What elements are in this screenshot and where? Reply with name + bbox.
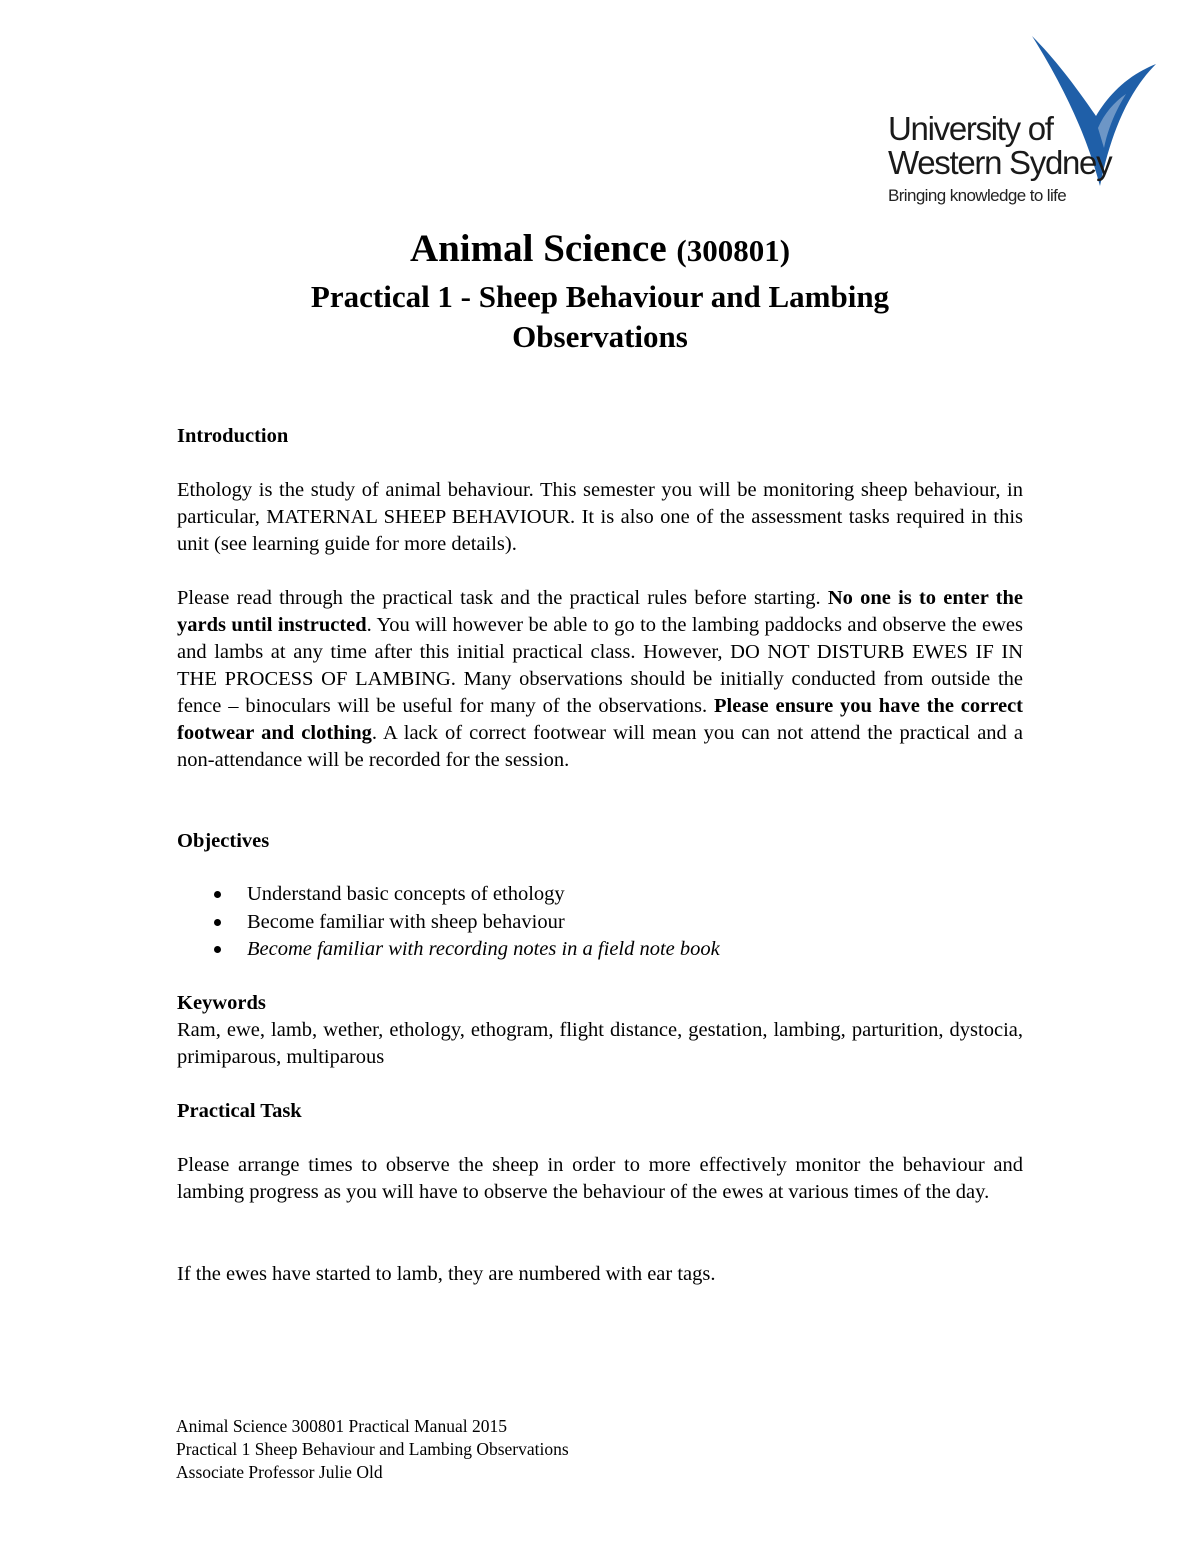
list-item [177, 881, 1023, 909]
logo-line-2: Western Sydney [888, 144, 1112, 181]
practical-task-paragraph-2: If the ewes have started to lamb, they are numbered with ear tags. [177, 1263, 716, 1285]
practical-task-heading: Practical Task [177, 1100, 302, 1122]
bullet-icon [214, 919, 221, 926]
intro-p2-warning-yards: No one is to enter the yards until instructed [177, 587, 1023, 636]
intro-p2-warning-footwear: Please ensure you have the correct footwear and clothing [177, 695, 1024, 744]
page-title [0, 228, 1200, 357]
introduction-paragraph-1: Ethology is the study of animal behaviour. This semester you will be monitoring sheep behaviour, in particular, MATERNAL SHEEP BEHAVIOUR. It is also one of the assessment tasks required in this unit (see learning guide for more details). [177, 479, 1023, 555]
logo-line-1: University of [888, 110, 1053, 147]
list-item [177, 909, 1023, 937]
title-line-2: Practical 1 - Sheep Behaviour and Lambing [310, 279, 890, 314]
keywords-text: Ram, ewe, lamb, wether, ethology, ethogram, flight distance, gestation, lambing, parturition, dystocia, primiparous, multiparous [177, 1019, 1023, 1068]
practical-task-paragraph-1: Please arrange times to observe the sheep in order to more effectively monitor the behaviour and lambing progress as you will have to observe the behaviour of the ewes at various times of the day. [177, 1154, 1023, 1203]
footer-line-2: Practical 1 Sheep Behaviour and Lambing Observations [176, 1439, 569, 1459]
intro-p2-part-e: . A lack of correct footwear will mean you can not attend the practical and a non-attendance will be recorded for the session. [177, 722, 1024, 771]
bullet-icon [214, 946, 221, 953]
logo-tagline: Bringing knowledge to life [888, 186, 1067, 205]
title-line-3: Observations [512, 319, 688, 354]
list-item-text: Become familiar with sheep behaviour [247, 910, 565, 933]
objectives-list [177, 881, 1023, 964]
introduction-heading: Introduction [177, 425, 289, 447]
page-footer [176, 1415, 569, 1484]
university-logo [888, 112, 1158, 206]
introduction-paragraph-2 [177, 585, 1023, 774]
intro-p2-part-c: . You will however be able to go to the lambing paddocks and observe the ewes and lambs at any time after this initial practical class. However, DO NOT DISTURB EWES IF IN THE PROCESS OF LAMBING. Many observations should be initially conducted from outside the fence – binoculars will be useful for many of the observations. [177, 614, 1023, 717]
footer-line-1: Animal Science 300801 Practical Manual 2015 [176, 1416, 507, 1436]
title-main: Animal Science [409, 227, 667, 270]
intro-p2-part-a: Please read through the practical task and the practical rules before starting. [177, 587, 821, 609]
list-item-text: Become familiar with recording notes in a field note book [247, 938, 720, 960]
objectives-heading: Objectives [177, 830, 270, 852]
list-item-text: Understand basic concepts of ethology [247, 883, 565, 905]
footer-line-3: Associate Professor Julie Old [176, 1462, 383, 1482]
title-code: (300801) [676, 233, 791, 268]
list-item [177, 936, 1023, 964]
keywords-heading: Keywords [177, 992, 266, 1014]
bullet-icon [214, 891, 221, 898]
